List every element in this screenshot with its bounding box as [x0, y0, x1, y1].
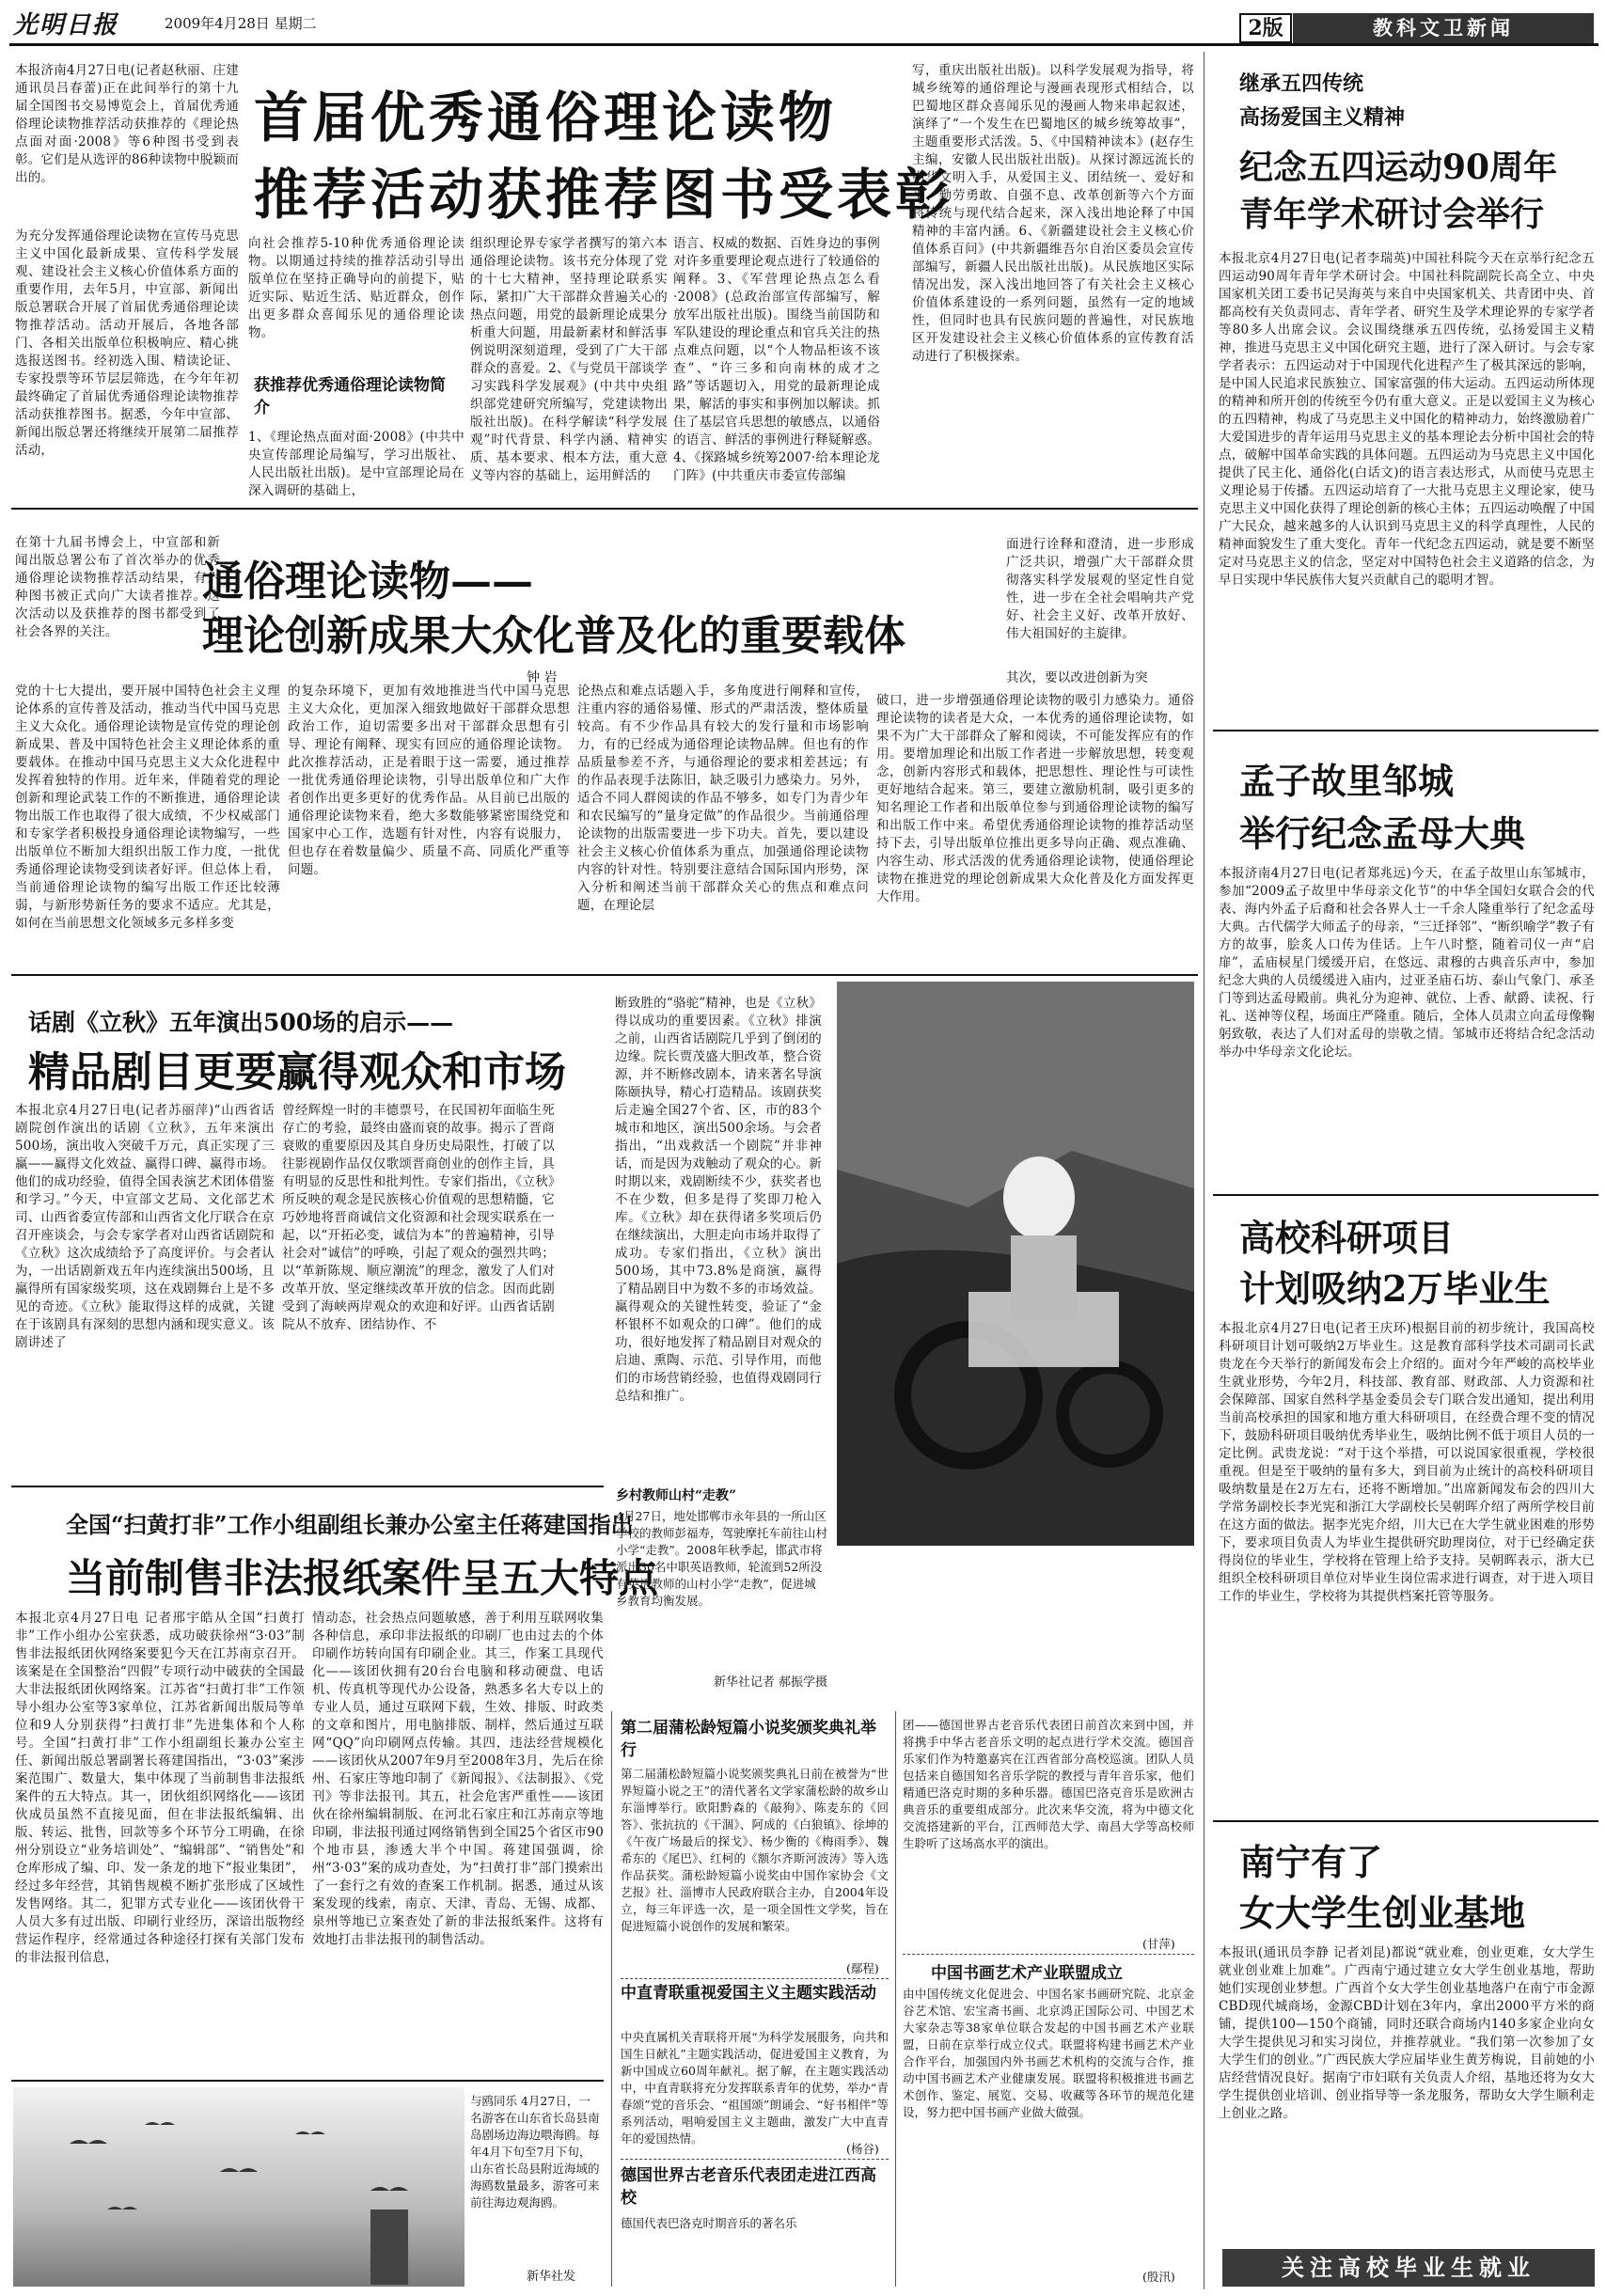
brief3-text: 德国代表巴洛克时期音乐的著名乐 [621, 2216, 797, 2230]
article2-title-line2: 理论创新成果大众化普及化的重要载体 [202, 612, 905, 660]
article1-col3: 组织理论界专家学者撰写的第六本通俗理论读物。该书充分体现了党的十七大精神，坚持理论联系实际，紧扣广大干部群众普遍关心的热点问题，用党的最新理论成果分析重大问题，用最新素材和鲜活事例说明深刻道理，受到了广大干部群众的喜爱。2、《与党员干部谈学习实践科学发展观》(中共中央组织部党建研究所编写，党建读物出版社出版)。在科学解读“科学发展观”时代背景、科学内涵、精神实质、基本要求、根本方法，重大意义等内容的基础上，运用鲜活的 [470, 236, 668, 483]
article1-title-line1: 首届优秀通俗理论读物 [254, 86, 838, 149]
right3-text: 本报北京4月27日电(记者王庆环)根据目前的初步统计，我国高校科研项目计划可吸纳2万毕业生。这是教育部科学技术司副司长武贵龙在今天举行的新闻发布会上介绍的。面对今年严峻的高校毕业生就业形势，今年2月，科技部、教育部、财政部、人力资源和社会保障部、国家自然科学基金委员会专门联合发出通知，提出利用当前高校承担的国家和地方重大科研项目，在经费合理不变的情况下，鼓励科研项目吸纳优秀毕业生，吸纳比例不低于项目人员的一定比例。武贵龙说：“对于这个举措，可以说国家很重视，学校很重视。但是至于吸纳的量有多大，到目前为止统计的高校科研项目吸纳数量是在2万左右，还将不断增加。”出席新闻发布会的四川大学常务副校长李光宪和浙江大学副校长吴朝晖介绍了两所学校目前在这方面的做法。据李光宪介绍，川大已在大学生就业困难的形势下，要求项目负责人为毕业生提供研究助理岗位，对于已经确定获得岗位的毕业生，学校将在管理上给予支持。吴朝晖表示，浙大已组织全校科研项目单位对毕业生岗位需求进行调查，对于进入项目工作的毕业生，学校将为其提供档案托管等服务。 [1219, 1321, 1595, 1604]
article2-col4-top: 其次，要以改进创新为突 [1006, 670, 1148, 685]
section-rule [11, 508, 1198, 510]
section-rule [1213, 730, 1598, 731]
right4-title-line2: 女大学生创业基地 [1239, 1892, 1526, 1934]
article2-right-top: 面进行诠释和澄清，进一步形成广泛共识，增强广大干部群众贯彻落实科学发展观的坚定性自觉性，进一步在全社会唱响共产党好、社会主义好、改革开放好、伟大祖国好的主旋律。 [1006, 537, 1194, 641]
right1-kicker1: 继承五四传统 [1239, 71, 1364, 96]
photo-teacher-motorcycle [837, 982, 1194, 1546]
brief5-title: 中国书画艺术产业联盟成立 [931, 1964, 1123, 1983]
section-rule [11, 974, 1198, 976]
article3-col3: 断致胜的“骆驼”精神，也是《立秋》得以成功的重要因素。《立秋》排演之前，山西省话剧院几乎到了倒闭的边缘。院长贾茂盛大胆改革，整合资源，并不断修改剧本，请来著名导演陈颐执导，精心打造精品。该剧获奖后走遍全国27个省、区，市的83个城市和地区，演出500余场。与会者指出，“出戏救活一个剧院”并非神话，而是因为戏触动了观众的心。新时期以来，戏剧断续不少，获奖者也不在少数，但多是得了奖即刀枪入库。《立秋》却在获得诸多奖项后仍在继续演出，大胆走向市场并取得了成功。专家们指出，《立秋》演出500场，其中73.8%是商演，赢得了精品剧目中为数不多的市场效益。赢得观众的关键性转变，验证了“金杯银杯不如观众的口碑”。他们的成功，很好地发挥了精品剧目对观众的启迪、熏陶、示范、引导作用，而他们的市场营销经验，也值得戏剧同行总结和推广。 [615, 996, 822, 1404]
article4-col2: 情动态，社会热点问题敏感，善于利用互联网收集各种信息，承印非法报纸的印刷厂也由过去的个体印刷作坊转向国有印刷企业。其三，作案工具现代化——该团伙拥有20台台电脑和移动硬盘、电话机、传真机等现代办公设备，熟悉多名大专以上的专业人员，通过互联网下载，生效、排版、时政类的文章和图片，用电脑排版、制样，然后通过互联网“QQ”向印刷网点传输。其四，违法经营规模化——该团伙从2007年9月至2008年3月，先后在徐州、石家庄等地印制了《新闻报》、《法制报》、《党刊》等非法报刊。其五，社会危害严重性——该团伙在徐州编辑制版、在河北石家庄和江苏南京等地印刷，非法报刊通过网络销售到全国25个省区市90个地市县，渗透大半个中国。蒋建国强调，徐州“3·03”案的成功查处，为“扫黄打非”部门摸索出了一套行之有效的查案工作机制。据悉，通过从该案发现的线索，南京、天津、青岛、无锡、成都、泉州等地已立案查处了新的非法报纸案件。这将有效地打击非法报刊的制售活动。 [312, 1611, 604, 1947]
article1-col2b: 1、《理论热点面对面·2008》(中共中央宣传部理论局编写，学习出版社、人民出版社出版)。是中宣部理论局在深入调研的基础上， [248, 430, 464, 498]
article1-lead: 本报济南4月27日电(记者赵秋丽、庄建 通讯员吕春蕾)正在此间举行的第十九届全国图书交易博览会上，首届优秀通俗理论读物推荐活动获推荐的《理论热点面对面·2008》等6种图书受到表彰。它们是从选评的86种读物中脱颖而出的。 [15, 63, 239, 185]
brief5-credit: (殷汛) [1142, 2270, 1175, 2284]
brief5-text: 由中国传统文化促进会、中国名家书画研究院、北京金谷艺术馆、宏宝斋书画、北京鸿正国际公司、中国艺术大家杂志等38家单位联合发起的中国书画艺术产业联盟，日前在京举行成立仪式。联盟将构建书画艺术产业合作平台，加强国内外书画艺术机构的交流与合作，推动中国书画艺术产业健康发展。联盟将积极推进书画艺术创作、鉴定、展览、交易、收藏等各环节的规范化建设，努力把中国书画产业做大做强。 [903, 1987, 1194, 2119]
brief-divider [903, 1954, 1194, 1955]
column-divider [611, 1711, 612, 2287]
page-number: 2版 [1239, 13, 1292, 43]
article1-title-line2: 推荐活动获推荐图书受表彰 [254, 163, 954, 227]
photo-credit: 新华社记者 郝振学摄 [713, 1675, 827, 1690]
photo-caption-text: 4月27日，地处邯郸市永年县的一所山区学校的教师彭福寿，驾驶摩托车前往山村小学“走教”。2008年秋季起，邯武市将派出30名中职英语教师，轮流到52所没有英语教师的山村小学“走教”，促进城乡教育均衡发展。 [616, 1509, 828, 1608]
article1-col1: 为充分发挥通俗理论读物在宣传马克思主义中国化最新成果、宣传科学发展观、建设社会主义核心价值体系方面的重要作用，去年5月，中宣部、新闻出版总署联合开展了首届优秀通俗理论读物推荐活动。活动开展后，各地各部门、各相关出版单位积极响应、精心挑选报送图书。经初选入围、精读论证、专家投票等环节层层筛选，在今年年初最终确定了首届优秀通俗理论读物推荐活动获推荐图书。据悉，今年中宣部、新闻出版总署还将继续开展第二届推荐活动， [15, 228, 239, 458]
brief-divider [621, 1978, 889, 1979]
column-divider [895, 1711, 896, 2287]
seagull-caption: 与鸥同乐 4月27日，一名游客在山东省长岛县南岛剧场边海边喂海鸥。每年4月下旬至7月下旬，山东省长岛县附近海域的海鸥数量最多，游客可来前往海边观海鸥。 [470, 2094, 600, 2210]
photo-caption-title: 乡村教师山村“走教” [616, 1488, 737, 1503]
employment-banner: 关注高校毕业生就业 [1222, 2249, 1595, 2287]
article2-col4: 破口，进一步增强通俗理论读物的吸引力感染力。通俗理论读物的读者是大众，一本优秀的通俗理论读物，如果不为广大干部群众了解和阅读，不可能发挥应有的作用。要增加理论和出版工作者进一步解放思想，转变观念，创新内容形式和载体，把思想性、理论性与可读性更好地结合起来。第三，要建立激励机制，吸引更多的知名理论工作者和出版单位参与到通俗理论读物的编写和出版工作中来。希望优秀通俗理论读物的推荐活动坚持下去，引导出版单位推出更多导向正确、观点准确、内容生动、形式活泼的优秀通俗理论读物，使通俗理论读物在推进党的理论创新成果大众化普及化方面发挥更大作用。 [876, 693, 1194, 904]
brief1-text: 第二届蒲松龄短篇小说奖颁奖典礼日前在被誉为“世界短篇小说之王”的清代著名文学家蒲松龄的故乡山东淄博举行。欧阳黔森的《敲狗》、陈麦东的《回答》、张抗抗的《干涸》、阿成的《白狼镇》、徐坤的《午夜广场最后的探戈》、杨少衡的《梅雨季》、魏希东的《尾巴》、红柯的《额尔齐斯河波涛》等入选作品获奖。蒲松龄短篇小说奖由中国作家协会《文艺报》社、淄博市人民政府联合主办，自2004年设立，每三年评选一次，是一项全国性文学奖，旨在促进短篇小说创作的发展和繁荣。 [621, 1767, 889, 1933]
article1-col2: 向社会推荐5-10种优秀通俗理论读物。以期通过持续的推荐活动引导出版单位在坚持正确导向的前提下，贴近实际、贴近生活、贴近群众，创作出更多群众喜闻乐见的通俗理论读物。 [248, 236, 464, 340]
section-rule [11, 2080, 604, 2082]
right4-title-line1: 南宁有了 [1239, 1841, 1383, 1883]
right2-title-line2: 举行纪念孟母大典 [1239, 812, 1526, 855]
article2-col2: 的复杂环境下，更加有效地推进当代中国马克思主义大众化，更加深入细致地做好干部群众思想政治工作，迫切需要多出对干部群众思想有引导、理论有阐释、现实有回应的通俗理论读物。此次推荐活动，正是着眼于这一需要，通过推荐一批优秀通俗理论读物，引导出版单位和广大作者创作出更多更好的优秀作品。从目前已出版的通俗理论读物来看，绝大多数能够紧密围绕党和国家中心工作，选题有针对性，内容有说服力，但也存在着数量偏少、质量不高、同质化严重等问题。 [288, 684, 570, 877]
brief-divider [621, 2159, 889, 2160]
photo-seagulls [13, 2087, 464, 2287]
right3-title-line1: 高校科研项目 [1239, 1217, 1455, 1259]
article3-kicker: 话剧《立秋》五年演出500场的启示—— [28, 1009, 454, 1036]
brief4-text: 团——德国世界古老音乐代表团日前首次来到中国，并将携手中华古老音乐文明的起点进行学术交流。德国音乐家们作为特邀嘉宾在江西省部分高校巡演。团队人员包括来自德国知名音乐学院的教授与青年音乐家，他们精通巴洛克时期的多种乐器。德国巴洛克音乐是欧洲古典音乐的重要组成部分。此次来华交流，将为中德文化交流搭建新的平台，江西师范大学、南昌大学等高校师生聆听了这场高水平的演出。 [903, 1718, 1194, 1850]
photo-drawing [13, 2087, 464, 2287]
photo-drawing [837, 982, 1194, 1546]
article2-col1: 党的十七大提出，要开展中国特色社会主义理论体系的宣传普及活动，推动当代中国马克思主义大众化。通俗理论读物是宣传党的理论创新成果、普及中国特色社会主义理论体系的重要载体。在推动中国马克思主义大众化进程中发挥着独特的作用。近年来，伴随着党的理论创新和理论武装工作的不断推进，通俗理论读物出版工作也取得了很大成绩，不少权威部门和专家学者积极投身通俗理论读物编写，一些出版单位不断加大组织出版工作力度，一批优秀通俗理论读物受到读者好评。但总体上看，当前通俗理论读物的编写出版工作还比较薄弱，与新形势新任务的要求不适应。尤其是，如何在当前思想文化领域多元多样多变 [15, 684, 280, 931]
right1-kicker2: 高扬爱国主义精神 [1239, 105, 1406, 130]
article1-col4: 语言、权威的数据、百姓身边的事例对许多重要理论观点进行了较通俗的阐释。3、《军营理论热点怎么看·2008》(总政治部宣传部编写，解放军出版社出版)。围绕当前国防和军队建设的理论重点和官兵关注的热点难点问题，以“个人物品柜该不该查”、“许三多和向南林的成才之路”等话题切入，用党的最新理论成果，解活的事实和事例加以解读。抓住了基层官兵思想的敏感点，以通俗的语言、鲜活的事例进行释疑解惑。4、《探路城乡统筹2007·给本理论龙门阵》(中共重庆市委宣传部编 [673, 236, 880, 483]
right1-title-line1: 纪念五四运动90周年 [1239, 148, 1558, 187]
article3-col2: 曾经辉煌一时的丰德票号，在民国初年面临生死存亡的考验，最终由盛而衰的故事。揭示了晋商衰败的重要原因及其自身历史局限性，打破了以往影视剧作品仅仅歌颂晋商创业的创作主旨，具有明显的反思性和批判性。专家们指出，《立秋》所反映的观念是民族核心价值观的思想精髓，它巧妙地将晋商诚信文化资源和社会现实联系在一起，以“开拓必变，诚信为本”的普遍精神，引导社会对“诚信”的呼唤，引起了观众的强烈共鸣；以“革新陈规、顺应潮流”的理念，激发了人们对改革开放、坚定继续改革开放的信念。因而此剧受到了海峡两岸观众的欢迎和好评。山西省话剧院从不放弃、团结协作、不 [282, 1103, 555, 1332]
brief2-credit: (杨谷) [846, 2142, 879, 2156]
article2-title-line1: 通俗理论读物—— [202, 558, 533, 605]
section-rule [11, 1486, 604, 1487]
brief1-credit: (鄢程) [846, 1961, 879, 1975]
right1-text: 本报北京4月27日电(记者李瑞英)中国社科院今天在京举行纪念五四运动90周年青年学术研讨会。中国社科院副院长高全立、中央国家机关团工委书记吴海英与来自中央国家机关、共青团中央、首都高校有关负责同志、青年学者、研究生及学术理论界的专家学者等80多人出席会议。会议围绕继承五四传统，弘扬爱国主义精神，推进马克思主义中国化研究主题，进行了深入研讨。与会专家学者表示：五四运动对于中国现代化进程产生了极其深远的影响，是中国人民追求民族独立、国家富强的伟大运动。五四运动所体现的精神和所开创的传统至今仍有重大意义。正是以爱国主义为核心的五四精神，构成了马克思主义中国化的精神动力，始终激励着广大爱国进步的青年运用马克思主义的基本理论去分析中国社会的特点，破解中国革命实践的具体问题。五四运动为马克思主义中国化提供了民主化、通俗化(白话文)的语言表达形式，从而使马克思主义理论易于传播。五四运动培育了一大批马克思主义理论家，使马克思主义中国化获得了理论创新的核心主体；五四运动唤醒了中国广大民众，越来越多的人认识到马克思主义的科学真理性，人民的精神面貌发生了重大变化。青年一代纪念五四运动，就是要不断坚定对马克思主义的信念，坚定对中国特色社会主义道路的信念，为早日实现中华民族伟大复兴贡献自己的聪明才智。 [1219, 251, 1595, 588]
article4-kicker: 全国“扫黄打非”工作小组副组长兼办公室主任蒋建国指出 [66, 1511, 634, 1538]
article4-title: 当前制售非法报纸案件呈五大特点 [66, 1555, 659, 1601]
right2-title-line1: 孟子故里邹城 [1239, 760, 1455, 802]
section-name: 教科文卫新闻 [1293, 13, 1594, 43]
issue-date: 2009年4月28日 星期二 [165, 15, 317, 32]
article1-col5: 写，重庆出版社出版)。以科学发展观为指导，将城乡统筹的通俗理论与漫画表现形式相结合，以巴蜀地区群众喜闻乐见的漫画人物来串起叙述，演绎了“一个发生在巴蜀地区的城乡统筹故事”，主题重要形式活泼。5、《中国精神读本》(赵存生主编，安徽人民出版社出版)。从探讨源远流长的中华文明入手，从爱国主义、团结统一、爱好和平、勤劳勇敢、自强不息、改革创新等六个方面将传统与现代结合起来，深入浅出地论释了中国精神的丰富内涵。6、《新疆建设社会主义核心价值体系百问》(中共新疆维吾尔自治区委员会宣传部编写，新疆人民出版社出版)。从民族地区实际情况出发，深入浅出地回答了有关社会主义核心价值体系建设的一系列问题，虽然有一定的地域性，但同时也具有民族问题的普遍性，对民族地区开发建设社会主义核心价值体系的宣传教育活动进行了积极探索。 [912, 63, 1194, 364]
article2-lead: 在第十九届书博会上，中宣部和新闻出版总署公布了首次举办的优秀通俗理论读物推荐活动结果，有六种图书被正式向广大读者推荐。这次活动以及获推荐的图书都受到了社会各界的关注。 [15, 535, 220, 639]
section-rule [1213, 1194, 1598, 1196]
brief2-title: 中直青联重视爱国主义主题实践活动 [621, 1984, 876, 2003]
article2-byline: 钟 岩 [527, 670, 558, 685]
newspaper-logo: 光明日报 [13, 11, 119, 39]
right3-title-line2: 计划吸纳2万毕业生 [1239, 1267, 1551, 1310]
article2-col3: 论热点和难点话题入手，多角度进行阐释和宣传，注重内容的通俗易懂、形式的严肃活泼，整体质量较高。有不少作品具有较大的发行量和市场影响力，有的已经成为通俗理论读物品牌。但也有的作品质量参差不齐，与通俗理论的要求相差甚远；有的作品表现手法陈旧，缺乏吸引力感染力。另外，适合不同人群阅读的作品不够多，如专门为青少年和农民编写的“量身定做”的作品很少。当前通俗理论读物的出版需要进一步下功夫。首先，要以建设社会主义核心价值体系为重点，加强通俗理论读物内容的针对性。特别要注意结合国际国内形势，深入分析和阐述当前干部群众关心的焦点和难点问题，在理论层 [577, 684, 869, 913]
article1-subhead: 获推荐优秀通俗理论读物简介 [254, 376, 446, 417]
brief3-title: 德国世界古老音乐代表团走进江西高校 [621, 2166, 876, 2208]
right2-text: 本报济南4月27日电(记者郑兆远)今天，在孟子故里山东邹城市，参加“2009孟子故里中华母亲文化节”的中华全国妇女联合会的代表、海内外孟子后裔和社会各界人士一千余人隆重举行了纪念孟母大典。古代儒学大师孟子的母亲，“三迁择邻”、“断织喻学”教子有方的故事，脍炙人口传为佳话。上午八时整，随着司仪一声“启扉”，孟庙棂星门缓缓开启，在悠远、肃穆的古典音乐声中，参加纪念大典的人员缓缓进入庙内，过亚圣庙石坊、泰山气象门、承圣门等到达孟母殿前。典礼分为迎神、就位、上香、献爵、读祝、行礼、送神等仪程，场面庄严隆重。随后，全体人员肃立向孟母像鞠躬致敬，表达了人们对孟母的崇敬之情。邹城市还将结合纪念活动举办中华母亲文化论坛。 [1219, 866, 1595, 1060]
article3-title: 精品剧目更要赢得观众和市场 [28, 1048, 566, 1096]
brief2-text: 中央直属机关青联将开展“为科学发展服务，向共和国生日献礼”主题实践活动，促进爱国主义教育，为新中国成立60周年献礼。据了解，在主题实践活动中，中直青联将充分发挥联系青年的优势，举办“青春颂”党的音乐会、“祖国颂”朗诵会、“好书相伴”等系列活动，唱响爱国主义主题曲，激发广大中直青年的爱国热情。 [621, 2030, 889, 2146]
brief4-credit: (甘萍) [1142, 1937, 1175, 1951]
brief1-title: 第二届蒲松龄短篇小说奖颁奖典礼举行 [621, 1719, 876, 1760]
right4-text: 本报讯(通讯员李静 记者刘昆)都说“就业难，创业更难，女大学生就业创业难上加难”。广西南宁通过建立女大学生创业基地，帮助她们实现创业梦想。广西首个女大学生创业基地落户在南宁市金源CBD现代城商场，金源CBD计划在3年内，拿出2000平方米的商铺，提供100—150个商铺，同时还联合商场内140多家企业向女大学生提供见习和实习岗位，并推荐就业。“我们第一次参加了女大学生们的创业。”广西民族大学应届毕业生黄芳梅说，目前她的小店经营情况良好。据南宁市妇联有关负责人介绍，基地还将为女大学生提供创业培训、创业指导等一条龙服务，帮助女大学生顺利走上创业之路。 [1219, 1945, 1595, 2121]
article3-col1: 本报北京4月27日电(记者苏丽萍)“山西省话剧院创作演出的话剧《立秋》，五年来演出500场，演出收入突破千万元，真正实现了三赢——赢得文化效益、赢得口碑、赢得市场。他们的成功经验，值得全国表演艺术团体借鉴和学习。”今天，中宣部文艺局、文化部艺术司、山西省委宣传部和山西省文化厅联合在京召开座谈会，与会专家学者对山西省话剧院和《立秋》这次成绩给予了高度评价。与会者认为，一出话剧新戏五年内连续演出500场，且赢得所有国家级奖项，这在戏剧舞台上是不多见的奇迹。《立秋》能取得这样的成就，关键在于该剧具有深刻的思想内涵和现实意义。该剧讲述了 [15, 1103, 275, 1350]
article4-col1: 本报北京4月27日电 记者邢宇皓从全国“扫黄打非”工作小组办公室获悉，成功破获徐州“3·03”制售非法报纸团伙网络案要犯今天在江苏南京召开。该案是在全国整治“四假”专项行动中破获的全国最大非法报纸团伙网络案。江苏省“扫黄打非”工作领导小组办公室等3家单位，江苏省新闻出版局等单位和9人分别获得“扫黄打非”先进集体和个人称号。全国“扫黄打非”工作小组副组长兼办公室主任、新闻出版总署副署长蒋建国指出，“3·03”案涉案范围广、数量大，集中体现了当前制售非法报纸案件的五大特点。其一，团伙组织网络化——该团伙成员虽然不直接见面，但在非法报纸编辑、出版、转运、批售，回款等多个环节分工明确，在徐州分别设立“业务培训处”、“编辑部”、“销售处”和仓库形成了编、印、发一条龙的地下“报业集团”，经过多年经营，其销售规模不断扩张形成了区域性发售网络。其二，犯罪方式专业化——该团伙骨干人员大多有过出版、印刷行业经历，深谙出版物经营运作程序，经常通过各种途径打探有关部门发布的非法报刊信息， [15, 1611, 305, 1965]
seagull-credit: 新华社发 [527, 2270, 576, 2284]
right1-title-line2: 青年学术研讨会举行 [1239, 195, 1545, 234]
section-rule [1213, 1820, 1598, 1822]
